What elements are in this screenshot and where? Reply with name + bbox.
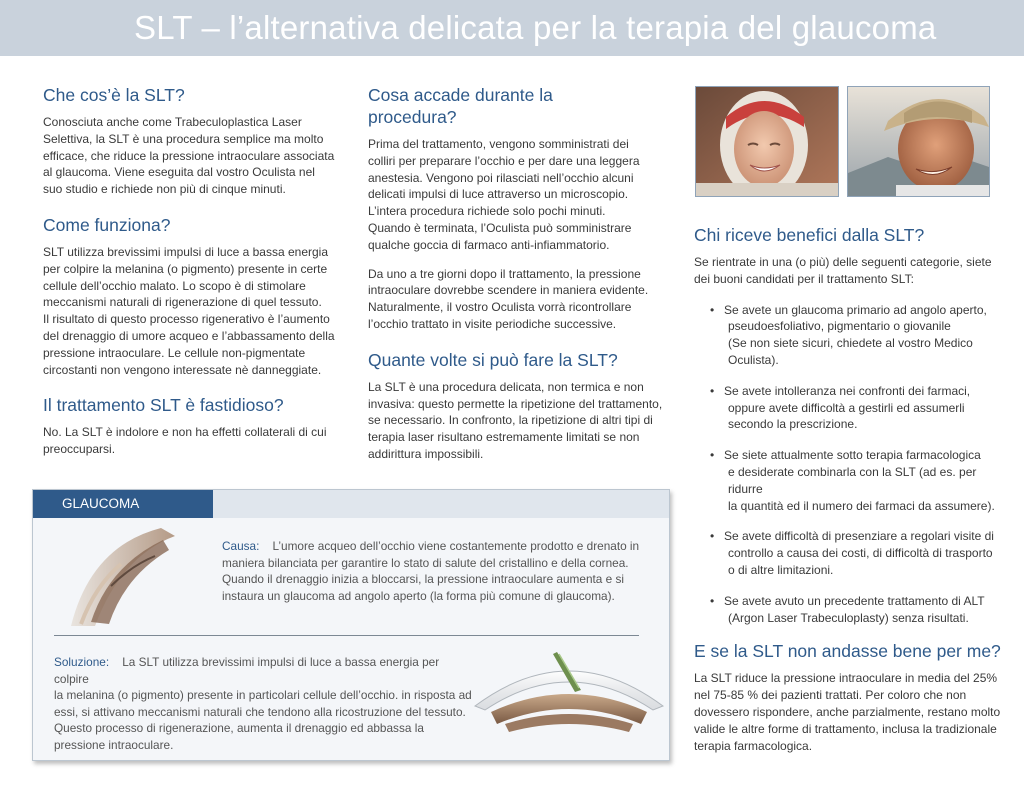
list-item [694,302,1014,369]
column-middle [368,84,678,463]
photo-man-with-hat [847,86,990,197]
text-line: Quando è terminata, l’Oculista può somministrare [368,220,632,235]
text-line: pressione intraoculare. [54,737,174,752]
heading-line: Cosa accade durante la [368,85,553,105]
text-line: L’intera procedura richiede solo pochi minuti. [368,204,606,219]
text-line: l’occhio trattato in visite periodiche successive. [368,316,617,331]
text-line: preoccuparsi. [43,442,116,457]
text-line: La SLT riduce la pressione intraoculare in media del 25% [694,671,998,686]
text-line: qualche goccia di farmaco anti-infiammatorio. [368,237,610,252]
page-title: SLT – l’alternativa delicata per la terapia del glaucoma [134,9,937,46]
text-line: anestesia. Vengono poi rilasciati nell’occhio alcuni [368,170,634,185]
paragraph-how-it-works [43,244,343,378]
heading-what-is-slt: Che cos’è la SLT? [43,85,185,105]
text-line: pressione intraoculare. Le cellule non-pigmentate [43,345,306,360]
glaucoma-info-box [32,489,670,761]
text-line: o di altre limitazioni. [728,562,834,577]
text-line: • Se avete avuto un precedente trattamento di ALT [724,593,985,608]
text-line: terapia laser risultano estremamente limitati se non [368,430,640,445]
text-line: Il risultato di questo processo rigenerativo è l’aumento [43,312,330,327]
paragraph-procedure-2 [368,266,678,333]
paragraph-what-is-slt [43,114,343,198]
text-line: (Se non siete sicuri, chiedete al vostro Medico [728,336,973,351]
eye-cross-section-illustration [51,526,181,630]
text-line: No. La SLT è indolore e non ha effetti collaterali di cui [43,425,327,440]
text-line: valide le altre forme di trattamento, inclusa la tradizionale [694,721,997,736]
text-line: Se rientrate in una (o più) delle seguenti categorie, siete [694,255,992,269]
text-line: oppure avete difficoltà a gestirli ed assumerli [728,400,965,415]
text-line: Selettiva, la SLT è una procedura semplice ma molto [43,131,324,146]
heading-if-not-suitable: E se la SLT non andasse bene per me? [694,641,1001,662]
list-item [694,447,1014,514]
text-line: circostanti non vengono interessate nè danneggiate. [43,362,322,377]
text-line: se necessario. In confronto, la ripetizione di altri tipi di [368,413,653,428]
paragraph-is-it-painful [43,424,343,458]
heading-who-benefits: Chi riceve benefici dalla SLT? [694,225,925,245]
text-line: nel 75-85 % dei pazienti trattati. Per coloro che non [694,688,967,703]
text-line: del drenaggio di umore acqueo e l’abbassamento della [43,328,335,343]
text-line: la melanina (o pigmento) presente in particolari cellule dell’occhio. in risposta ad [54,688,472,703]
cause-text [222,538,642,604]
paragraph-who-benefits [694,254,1014,288]
glaucoma-tab [33,490,213,518]
text-line: • Se avete difficoltà di presenziare a regolari visite di [724,529,994,544]
text-line: al glaucoma. Viene eseguita dal vostro Oculista nel [43,165,315,180]
photo-smiling-woman [695,86,839,197]
text-line: instaura un glaucoma ad angolo aperto (la forma più comune di glaucoma). [222,588,615,603]
text-line: dovessero rispondere, anche parzialmente, restano molto [694,704,1001,719]
solution-text [54,654,474,754]
text-line: Quando il drenaggio inizia a bloccarsi, la pressione intraoculare aumenta e si [222,572,624,587]
text-line: invasiva: questo permette la ripetizione del trattamento, [368,396,663,411]
text-line: colliri per preparare l’occhio e per dare una leggera [368,153,640,168]
text-line: Prima del trattamento, vengono somministrati dei [368,137,629,151]
text-line: essi, si attivano meccanismi naturali che tendono alla ricostruzione del tessuto. [54,704,466,719]
text-line: • Se siete attualmente sotto terapia farmacologica [724,448,981,463]
text-line: dei buoni candidati per il trattamento SLT: [694,271,914,286]
text-line: terapia farmacologica. [694,738,813,753]
text-line: per colpire la melanina (o pigmento) presente in certe [43,261,328,276]
title-banner [0,0,1024,56]
solution-label: Soluzione: [54,655,110,669]
list-item [694,528,1014,578]
text-line: La SLT è una procedura delicata, non termica e non [368,379,644,394]
list-item [694,383,1014,433]
heading-how-often: Quante volte si può fare la SLT? [368,349,618,370]
candidates-list [694,302,1014,627]
text-line: maniera bilanciata per garantire lo stato di salute del cristallino e della cornea. [222,555,629,570]
text-line: meccanismi naturali di rigenerazione di quel tessuto. [43,295,322,310]
text-line: e desiderate combinarla con la SLT (ad es. per ridurre [728,464,977,496]
heading-procedure [368,84,678,128]
text-line: (Argon Laser Trabeculoplasty) senza risultati. [728,610,969,625]
text-line: Questo processo di rigenerazione, aumenta il drenaggio ed abbassa la [54,721,424,736]
text-line: • Se avete intolleranza nei confronti dei farmaci, [724,383,971,398]
text-line: • Se avete un glaucoma primario ad angolo aperto, [724,302,987,317]
man-portrait-image [848,87,989,196]
text-line: pseudoesfoliativo, pigmentario o giovanile [728,319,951,334]
list-item [694,593,1014,627]
text-line: secondo la prescrizione. [728,417,858,432]
column-left [43,84,343,458]
text-line: cellule dell’occhio malato. Lo scopo è di stimolare [43,278,306,293]
paragraph-how-often [368,379,678,463]
column-right [694,224,1014,754]
text-line: La SLT utilizza brevissimi impulsi di luce a bassa energia per colpire [54,655,440,686]
text-line: la quantità ed il numero dei farmaci da assumere). [728,498,995,513]
glaucoma-tab-label: GLAUCOMA [62,496,140,511]
cause-label: Causa: [222,539,260,553]
heading-line: procedura? [368,107,457,127]
text-line: intraoculare dovrebbe scendere in maniera evidente. [368,283,649,298]
text-line: Naturalmente, il vostro Oculista vorrà ricontrollare [368,300,632,315]
section-divider [54,635,639,636]
text-line: L’umore acqueo dell’occhio viene costantemente prodotto e drenato in [272,539,640,553]
text-line: efficace, che riduce la pressione intraoculare associata [43,148,335,163]
text-line: Da uno a tre giorni dopo il trattamento, la pressione [368,266,641,281]
text-line: Oculista). [728,352,779,367]
heading-is-it-painful: Il trattamento SLT è fastidioso? [43,395,284,416]
text-line: Conosciuta anche come Trabeculoplastica Laser [43,115,302,129]
text-line: addirittura impossibili. [368,446,484,461]
laser-treatment-illustration [471,640,667,752]
text-line: suo studio e richiede non più di cinque minuti. [43,182,286,197]
text-line: delicati impulsi di luce attraverso un microscopio. [368,187,629,202]
text-line: SLT utilizza brevissimi impulsi di luce a bassa energia [43,244,329,259]
woman-portrait-image [696,87,838,196]
paragraph-if-not-suitable [694,670,1014,754]
text-line: controllo a causa dei costi, di difficoltà di trasporto [728,546,993,561]
paragraph-procedure-1 [368,136,678,254]
heading-how-it-works: Come funziona? [43,214,171,235]
